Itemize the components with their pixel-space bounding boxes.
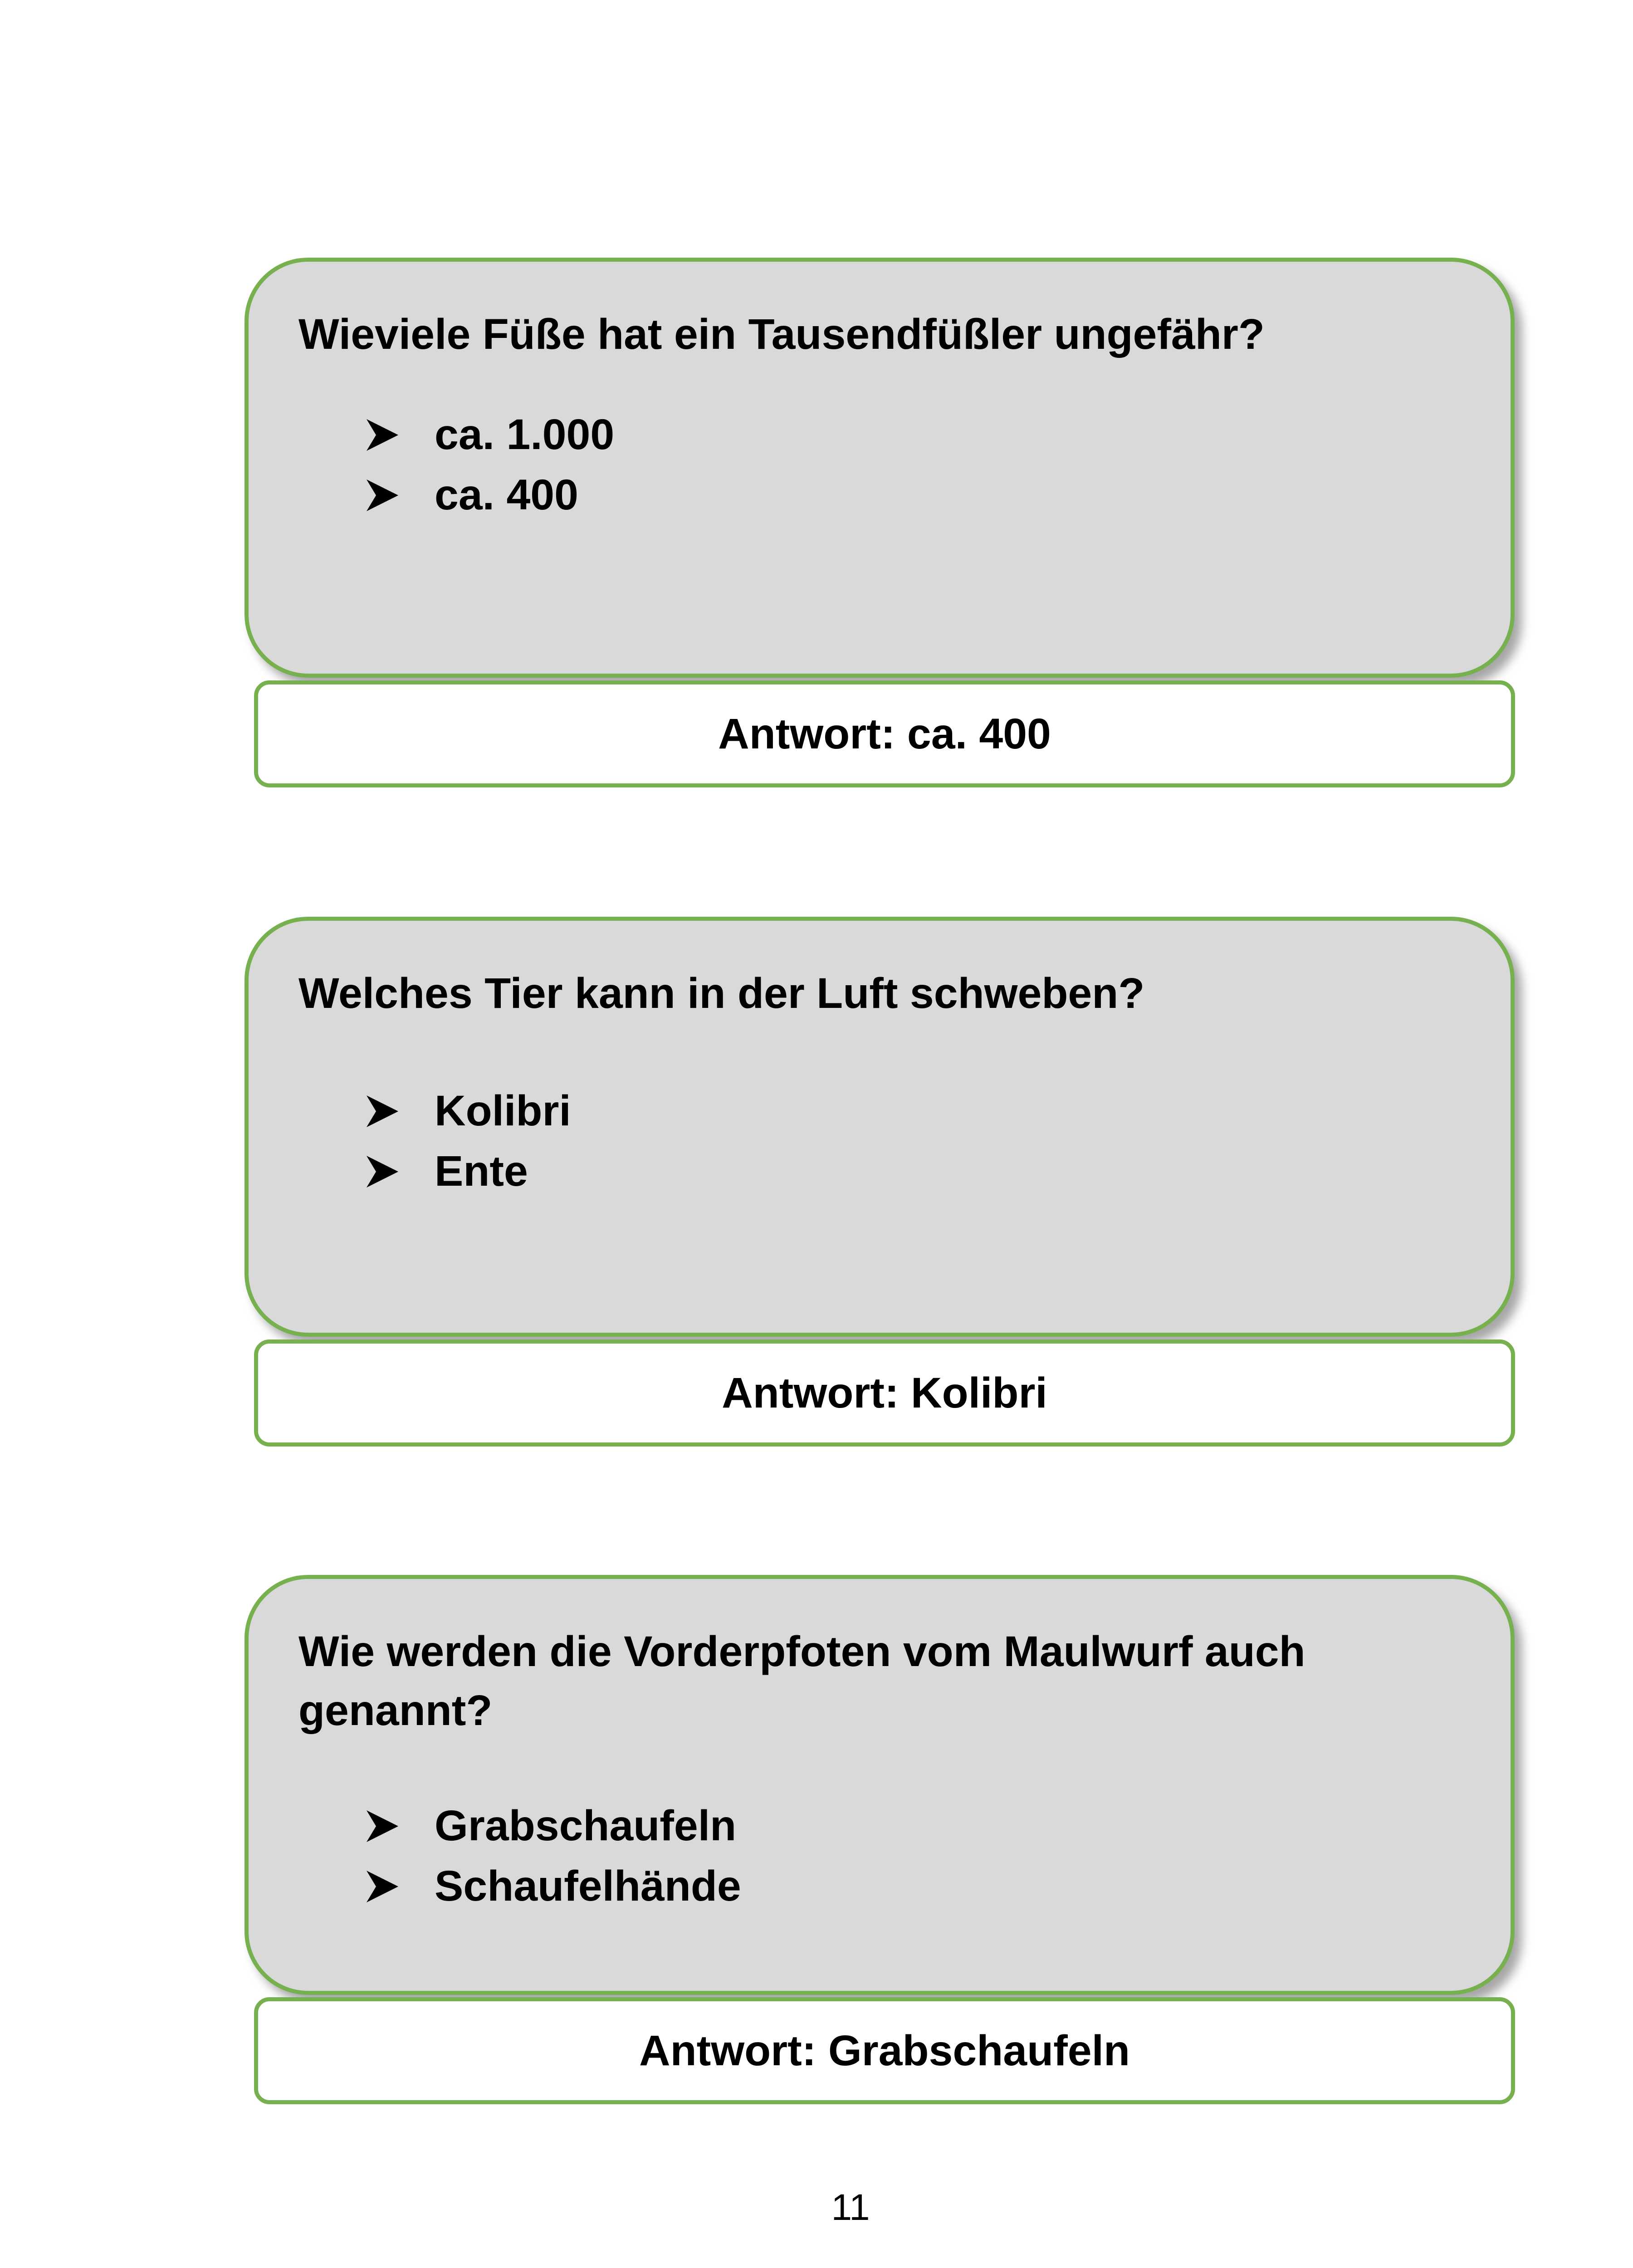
- option-list: [367, 1081, 571, 1202]
- list-item: [367, 405, 614, 465]
- question-card-2: [244, 917, 1515, 1337]
- arrowhead-bullet-icon: [367, 479, 435, 511]
- question-text: Welches Tier kann in der Luft schweben?: [298, 969, 1145, 1017]
- answer-box-2: [254, 1339, 1515, 1447]
- list-item: [367, 1796, 741, 1856]
- option-label: Kolibri: [435, 1087, 571, 1135]
- question-text: Wieviele Füße hat ein Tausendfüßler ungefähr?: [298, 310, 1265, 358]
- list-item: [367, 1081, 571, 1141]
- option-list: [367, 1796, 741, 1916]
- answer-box-3: [254, 1997, 1515, 2104]
- arrowhead-bullet-icon: [367, 1871, 435, 1902]
- list-item: [367, 1856, 741, 1916]
- answer-text: Antwort: Grabschaufeln: [639, 2026, 1130, 2075]
- answer-box-1: [254, 680, 1515, 787]
- option-label: Ente: [435, 1147, 528, 1195]
- arrowhead-bullet-icon: [367, 1156, 435, 1188]
- answer-text: Antwort: Kolibri: [722, 1369, 1047, 1417]
- option-label: ca. 400: [435, 471, 578, 519]
- arrowhead-bullet-icon: [367, 419, 435, 451]
- arrowhead-bullet-icon: [367, 1095, 435, 1127]
- question-text: Wie werden die Vorderpfoten vom Maulwurf auch genannt?: [298, 1628, 1305, 1735]
- question-card-1: [244, 258, 1515, 678]
- list-item: [367, 465, 614, 525]
- page-number: 11: [831, 2187, 870, 2228]
- option-label: Grabschaufeln: [435, 1802, 737, 1850]
- list-item: [367, 1141, 571, 1202]
- arrowhead-bullet-icon: [367, 1810, 435, 1842]
- option-list: [367, 405, 614, 525]
- answer-text: Antwort: ca. 400: [718, 709, 1051, 758]
- option-label: Schaufelhände: [435, 1862, 741, 1910]
- option-label: ca. 1.000: [435, 411, 615, 459]
- question-card-3: [244, 1575, 1515, 1995]
